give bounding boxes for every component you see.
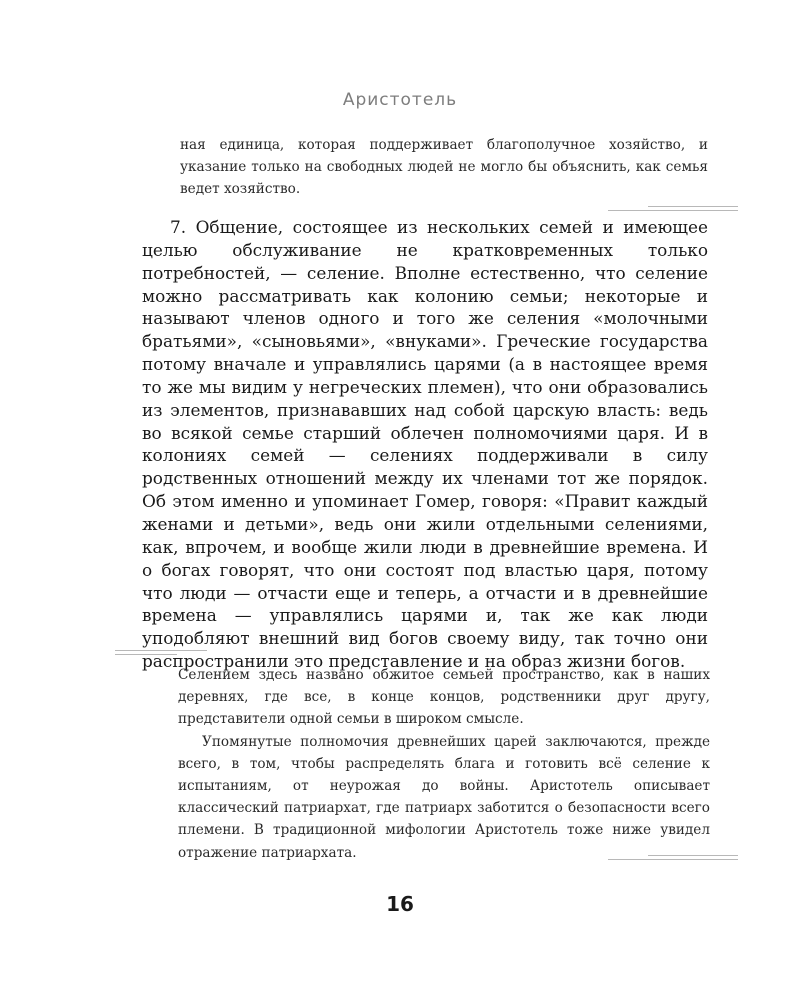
commentary-bottom-paragraph-2: Упомянутые полномочия древнейших царей заключаются, прежде всего, в том, чтобы распределять блага и готовить всё селение к испытаниям, от неурожая до войны. Аристотель описывает классический патриархат, где патриарх заботится о безопасности всего племени. В традиционной мифологии Аристотель тоже ниже увидел отражение патриархата. — [178, 733, 710, 861]
divider-top-right — [608, 206, 738, 212]
running-header-title: Аристотель — [342, 90, 458, 110]
commentary-top-block — [180, 134, 708, 201]
divider-bottom-right — [608, 855, 738, 861]
page-number: 16 — [386, 892, 414, 916]
main-paragraph: 7. Общение, состоящее из нескольких семей и имеющее целью обслуживание не кратковременных только потребностей, — селение. Вполне естественно, что селение можно рассматривать как колонию семьи; некоторые и называют членов одного и того же селения «молочными братьями», «сыновьями», «внуками». Греческие государства потому вначале и управлялись царями (а в настоящее время то же мы видим у негреческих племен), что они образовались из элементов, признававших над собой царскую власть: ведь во всякой семье старший облечен полномочиями царя. И в колониях семей — селениях поддерживали в силу родственных отношений между их членами тот же порядок. Об этом именно и упоминает Гомер, говоря: «Правит каждый женами и детьми», ведь они жили отдельными селениями, как, впрочем, и вообще жили люди в древнейшие времена. И о богах говорят, что они состоят под властью царя, потому что люди — отчасти еще и теперь, а отчасти и в древнейшие времена — управлялись царями и, так же как люди уподобляют внешний вид богов своему виду, так точно они распространили это представление и на образ жизни богов. — [142, 217, 708, 672]
divider-middle-left — [115, 650, 207, 656]
main-text-block — [142, 216, 708, 673]
commentary-top-paragraph: ная единица, которая поддерживает благополучное хозяйство, и указание только на свободных людей не могло бы объяснить, как семья ведет хозяйство. — [180, 137, 708, 198]
commentary-bottom-block — [178, 664, 710, 864]
commentary-bottom-paragraph-1: Селением здесь названо обжитое семьей пространство, как в наших деревнях, где все, в конце концов, родственники друг другу, представители одной семьи в широком смысле. — [178, 667, 710, 728]
